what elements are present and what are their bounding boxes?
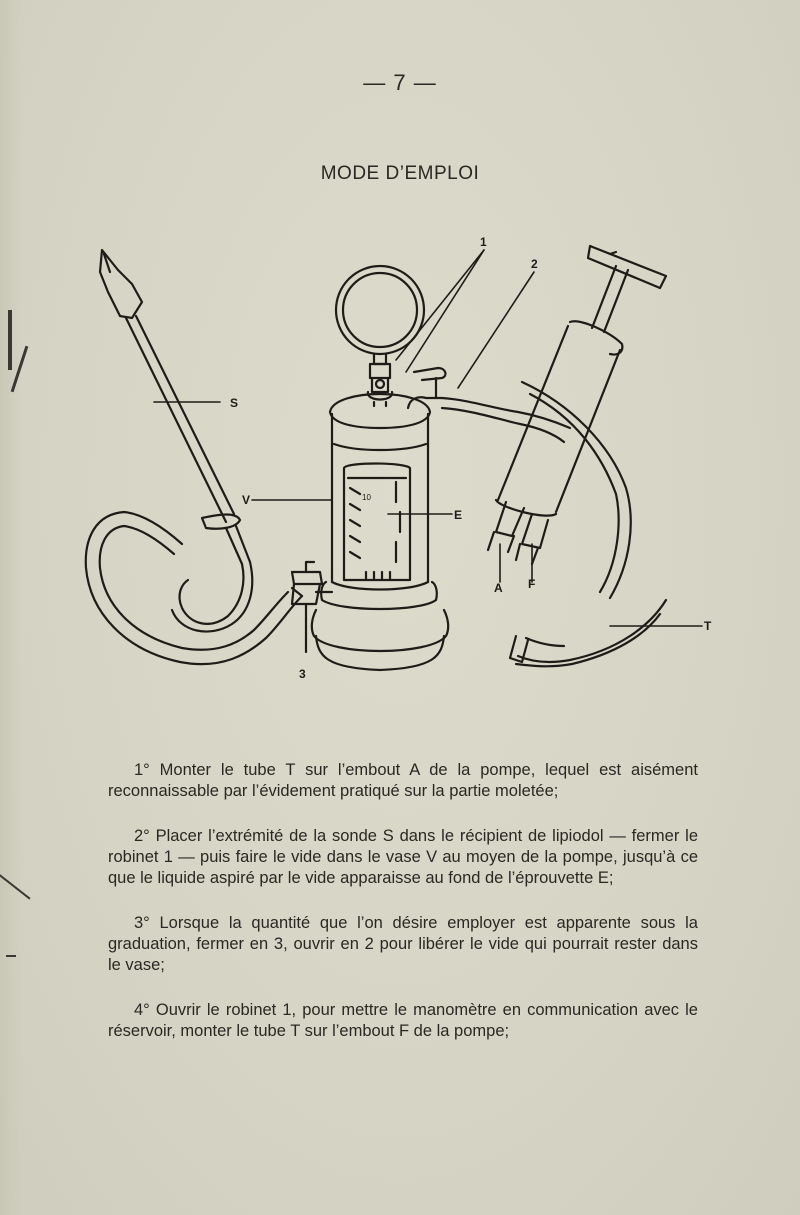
label-v: V xyxy=(242,493,251,507)
step-4: 4° Ouvrir le robinet 1, pour mettre le manomètre en communication avec le réservoir, monter le tube T sur l’embout F de la pompe; xyxy=(108,1001,698,1040)
step-3: 3° Lorsque la quantité que l’on désire employer est apparente sous la graduation, fermer en 3, ouvrir en 2 pour libérer le vide qui pourrait rester dans le vase; xyxy=(108,914,698,974)
step-2: 2° Placer l’extrémité de la sonde S dans le récipient de lipiodol — fermer le robinet 1 — puis faire le vide dans le vase V au moyen de la pompe, jusqu’à ce que le liquide aspiré par le vide apparaisse au fond de l’éprouvette E; xyxy=(108,827,698,887)
label-2: 2 xyxy=(531,257,538,271)
tube-t xyxy=(510,600,666,666)
page-number: — 7 — xyxy=(363,70,437,95)
stopcock-3 xyxy=(292,562,332,652)
margin-mark-dash xyxy=(6,955,16,957)
graduation-mark: 10 xyxy=(362,493,371,502)
page-title: MODE D’EMPLOI xyxy=(320,163,480,184)
label-f: F xyxy=(528,577,536,591)
margin-mark-top xyxy=(8,310,12,370)
label-t: T xyxy=(704,619,712,633)
probe-s xyxy=(100,250,252,632)
apparatus-figure xyxy=(70,232,750,692)
label-e: E xyxy=(454,508,463,522)
manometer xyxy=(336,266,424,406)
instructions xyxy=(108,760,698,1066)
tube-hose xyxy=(86,512,302,664)
test-tube-e xyxy=(344,464,410,581)
label-3: 3 xyxy=(299,667,306,681)
step-1: 1° Monter le tube T sur l’embout A de la pompe, lequel est aisément reconnaissable par l’évidement pratiqué sur la partie moletée; xyxy=(108,761,698,800)
label-s: S xyxy=(230,396,239,410)
apparatus-drawing xyxy=(70,232,750,692)
vase-v xyxy=(312,394,448,670)
label-1: 1 xyxy=(480,235,487,249)
label-a: A xyxy=(494,581,503,595)
